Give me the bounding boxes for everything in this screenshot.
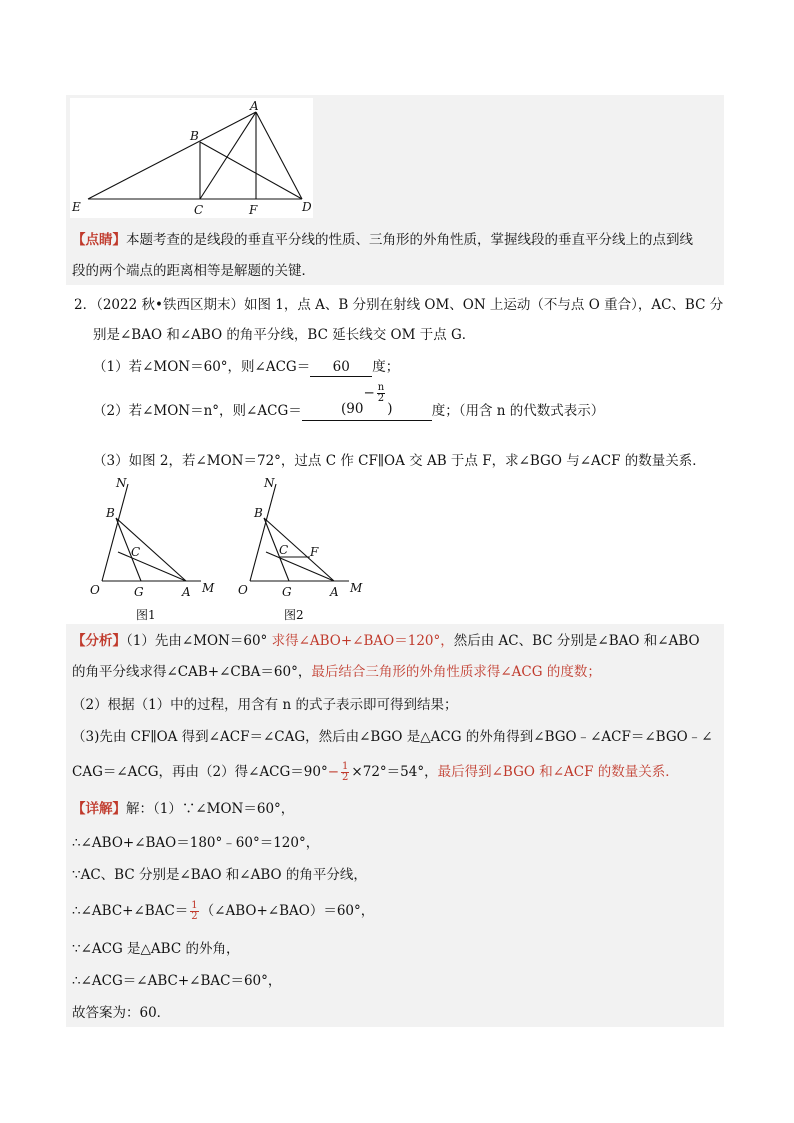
segment-EA <box>88 112 256 199</box>
analysis-line-4 <box>72 728 713 746</box>
fig2-label-M: M <box>350 581 363 595</box>
fig2-label-G: G <box>282 585 292 599</box>
ray-ON <box>102 484 128 581</box>
detail-l1: 解：（1）∵∠MON＝60°， <box>126 801 295 817</box>
point-note-text-1: 本题考查的是线段的垂直平分线的性质、三角形的外角性质，掌握线段的垂直平分线上的点到线 <box>126 232 693 248</box>
segment-BA <box>116 518 186 581</box>
shaded-block-solution <box>66 624 724 1027</box>
label-A: A <box>250 99 259 113</box>
analysis-l1-red: 求得∠ABO+∠BAO＝120°， <box>271 633 454 649</box>
fig2-label-C: C <box>279 543 289 557</box>
question-2-tail: 度；（用含 n 的代数式表示） <box>431 403 605 419</box>
segment-AC <box>118 552 186 581</box>
fig1-label-B: B <box>106 506 115 520</box>
question-2-answer-fraction <box>363 382 387 404</box>
detail-l4-den: 2 <box>191 911 198 922</box>
analysis-tag: 【分析】 <box>72 633 126 649</box>
question-3 <box>93 452 706 470</box>
detail-l4-num: 1 <box>191 900 198 911</box>
ray-ON-2 <box>250 484 276 581</box>
label-B: B <box>190 129 199 143</box>
figure-2 <box>234 474 374 624</box>
detail-l7: 故答案为：60． <box>72 1005 171 1021</box>
analysis-l1-a: （1）先由∠MON＝60° <box>126 633 272 649</box>
fig1-label-A: A <box>182 585 191 599</box>
question-1 <box>93 358 399 377</box>
detail-l4-a: ∴∠ABC+∠BAC＝ <box>72 903 189 919</box>
fig2-label-A: A <box>330 585 339 599</box>
figure-top-geometry <box>70 98 313 218</box>
analysis-l5-den: 2 <box>342 772 349 783</box>
point-note-line-2 <box>72 262 315 280</box>
fig2-label-F: F <box>310 545 319 559</box>
analysis-l5-fraction <box>327 761 352 783</box>
detail-l6: ∴∠ACG＝∠ABC+∠BAC＝60°， <box>72 973 282 989</box>
detail-line-7 <box>72 1004 170 1022</box>
segment-AC-2 <box>266 552 334 581</box>
fig1-label-N: N <box>116 476 127 490</box>
analysis-line-3 <box>72 696 457 714</box>
detail-line-3 <box>72 866 367 884</box>
problem2-intro-text-2: 别是∠BAO 和∠ABO 的角平分线，BC 延长线交 OM 于点 G． <box>93 327 476 343</box>
question-2-answer-90: (90 <box>340 401 364 417</box>
question-3-text: （3）如图 2，若∠MON＝72°，过点 C 作 CF∥OA 交 AB 于点 F，求∠BGO 与∠ACF 的数量关系． <box>93 453 706 469</box>
question-2-answer <box>302 382 432 421</box>
detail-line-2 <box>72 834 319 852</box>
detail-l5: ∵∠ACG 是△ABC 的外角， <box>72 941 240 957</box>
fig1-caption: 图1 <box>136 608 156 622</box>
analysis-l5-b: ×72°＝54°， <box>351 764 438 780</box>
problem2-intro-text-1: 2．（2022 秋•铁西区期末）如图 1，点 A、B 分别在射线 OM、ON 上运动（不与点 O 重合），AC、BC 分 <box>74 297 724 313</box>
figure-1 <box>86 474 226 624</box>
detail-line-1 <box>72 800 294 818</box>
label-F: F <box>249 203 258 217</box>
question-2-text: （2）若∠MON＝n°，则∠ACG＝ <box>93 403 302 419</box>
analysis-l5-minus: − <box>327 764 340 780</box>
fig2-label-N: N <box>264 476 275 490</box>
label-D: D <box>302 200 312 214</box>
analysis-l4: （3)先由 CF∥OA 得到∠ACF＝∠CAG，然后由∠BGO 是△ACG 的外角得到∠BGO﹣∠ACF＝∠BGO﹣∠ <box>72 729 713 745</box>
fig1-label-C: C <box>131 545 141 559</box>
analysis-l2-a: 的角平分线求得∠CAB+∠CBA＝60°， <box>72 664 312 680</box>
analysis-line-1 <box>72 632 700 650</box>
point-note-tag: 【点睛】 <box>72 232 126 248</box>
fig1-label-G: G <box>134 585 144 599</box>
problem2-intro-1 <box>74 296 723 314</box>
point-note-line-1 <box>72 231 693 249</box>
label-E: E <box>72 200 81 214</box>
analysis-line-2 <box>72 663 601 681</box>
problem2-intro-2 <box>93 326 475 344</box>
detail-l2: ∴∠ABO+∠BAO＝180°﹣60°＝120°， <box>72 835 320 851</box>
detail-line-5 <box>72 940 239 958</box>
fig2-caption: 图2 <box>284 608 304 622</box>
detail-line-4 <box>72 899 374 923</box>
question-2 <box>93 382 605 421</box>
detail-tag: 【详解】 <box>72 801 126 817</box>
fig2-label-B: B <box>254 506 263 520</box>
analysis-l1-tail: 然后由 AC、BC 分别是∠BAO 和∠ABO <box>453 633 700 649</box>
analysis-l5-a: CAG＝∠ACG，再由（2）得∠ACG＝90° <box>72 764 328 780</box>
detail-l3: ∵AC、BC 分别是∠BAO 和∠ABO 的角平分线， <box>72 867 367 883</box>
fig1-label-M: M <box>202 581 215 595</box>
question-2-frac-den: 2 <box>377 393 385 404</box>
question-2-frac-num: n <box>377 382 385 393</box>
analysis-l2-red: 最后结合三角形的外角性质求得∠ACG 的度数； <box>311 664 601 680</box>
question-2-answer-close: ) <box>387 401 393 417</box>
detail-line-6 <box>72 972 281 990</box>
question-1-text: （1）若∠MON＝60°，则∠ACG＝ <box>93 359 311 375</box>
fig2-label-O: O <box>238 583 248 597</box>
question-2-minus: − <box>363 385 375 401</box>
question-1-tail: 度； <box>372 359 400 375</box>
question-1-answer: 60 <box>310 358 372 377</box>
segment-AC <box>200 112 256 199</box>
detail-l4-fraction <box>190 901 198 922</box>
analysis-l5-red: 最后得到∠BGO 和∠ACF 的数量关系． <box>437 764 679 780</box>
label-C: C <box>194 203 204 217</box>
analysis-l5-num: 1 <box>342 761 349 772</box>
analysis-l3: （2）根据（1）中的过程，用含有 n 的式子表示即可得到结果； <box>72 697 458 713</box>
segment-BA-2 <box>264 518 334 581</box>
fig1-label-O: O <box>90 583 100 597</box>
analysis-line-5 <box>72 760 679 784</box>
detail-l4-b: （∠ABO+∠BAO）＝60°， <box>200 903 375 919</box>
point-note-text-2: 段的两个端点的距离相等是解题的关键． <box>72 263 315 279</box>
